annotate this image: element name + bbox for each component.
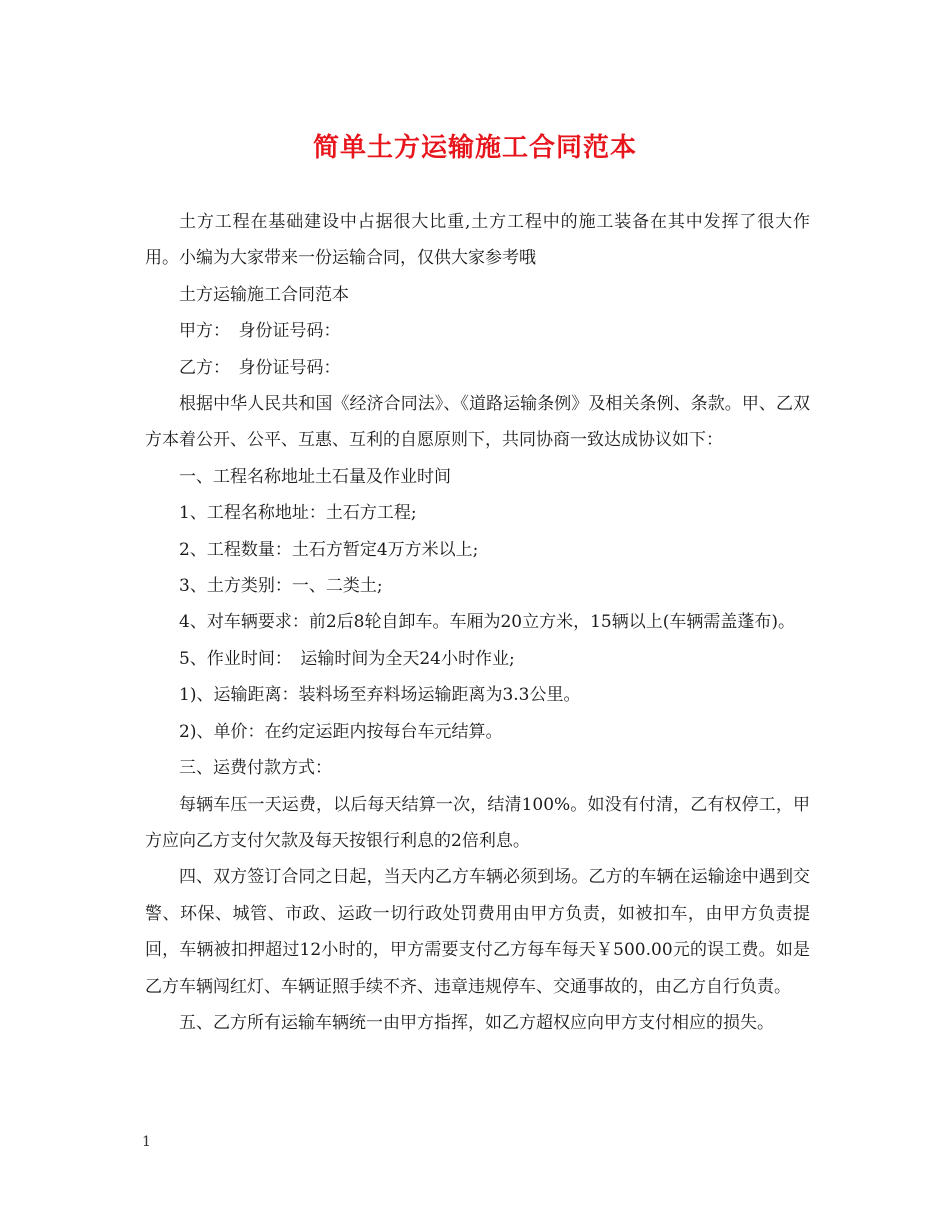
clause-1-3: 3、土方类别：一、二类土; (179, 576, 383, 597)
document-body (145, 204, 810, 1041)
clause-distance: 1)、运输距离：装料场至弃料场运输距离为3.3公里。 (179, 685, 581, 706)
clause-unit-price: 2)、单价：在约定运距内按每台车元结算。 (179, 721, 503, 742)
clause-1-4: 4、对车辆要求：前2后8轮自卸车。车厢为20立方米，15辆以上(车辆需盖蓬布)。 (179, 612, 795, 633)
clause-1-2: 2、工程数量：土石方暂定4万方米以上; (179, 539, 479, 560)
section-1-heading: 一、工程名称地址土石量及作业时间 (179, 466, 451, 487)
intro-paragraph: 土方工程在基础建设中占据很大比重,土方工程中的施工装备在其中发挥了很大作用。小编为大家带来一份运输合同，仅供大家参考哦 (145, 212, 810, 269)
contract-heading: 土方运输施工合同范本 (179, 284, 349, 305)
party-a-line: 甲方： 身份证号码： (179, 321, 341, 342)
payment-paragraph: 每辆车压一天运费，以后每天结算一次，结清100%。如没有付清，乙有权停工，甲方应向乙方支付欠款及每天按银行利息的2倍利息。 (145, 794, 810, 851)
page-number: 1 (142, 1134, 151, 1150)
section-4-paragraph: 四、双方签订合同之日起，当天内乙方车辆必须到场。乙方的车辆在运输途中遇到交警、环保、城管、市政、运政一切行政处罚费用由甲方负责，如被扣车，由甲方负责提回，车辆被扣押超过12小时的，甲方需要支付乙方每车每天￥500.00元的误工费。如是乙方车辆闯红灯、车辆证照手续不齐、违章违规停车、交通事故的，由乙方自行负责。 (145, 867, 810, 997)
clause-1-1: 1、工程名称地址：土石方工程; (179, 503, 417, 524)
legal-basis-paragraph: 根据中华人民共和国《经济合同法》、《道路运输条例》及相关条例、条款。甲、乙双方本着公开、公平、互惠、互利的自愿原则下，共同协商一致达成协议如下： (145, 394, 810, 451)
party-b-line: 乙方： 身份证号码： (179, 357, 341, 378)
section-5-paragraph: 五、乙方所有运输车辆统一由甲方指挥，如乙方超权应向甲方支付相应的损失。 (179, 1012, 774, 1033)
clause-1-5: 5、作业时间： 运输时间为全天24小时作业; (179, 648, 515, 669)
document-title: 简单土方运输施工合同范本 (312, 133, 637, 163)
section-3-heading: 三、运费付款方式： (179, 758, 332, 779)
